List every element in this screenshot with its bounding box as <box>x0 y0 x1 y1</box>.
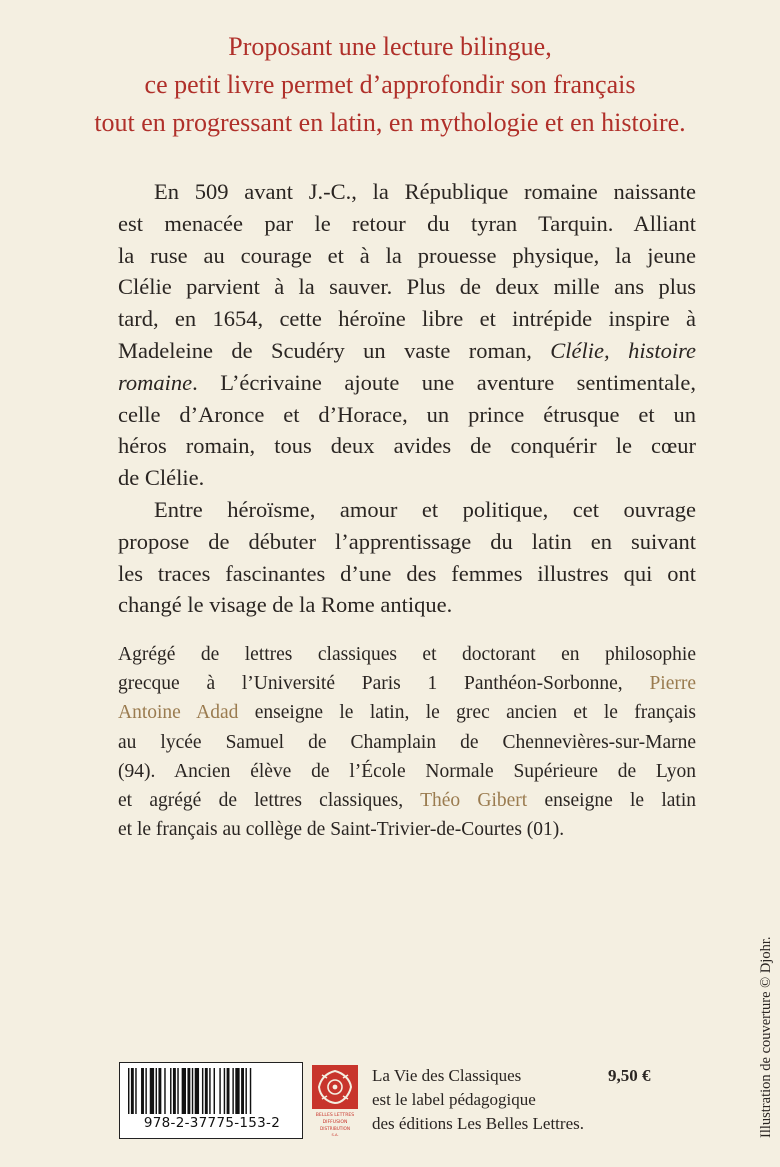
barcode-bar <box>214 1068 215 1114</box>
barcode-bar <box>150 1068 154 1114</box>
logo-text: S.A. <box>331 1133 339 1137</box>
barcode-bar <box>128 1068 129 1114</box>
barcode-bar <box>219 1068 220 1114</box>
logo-text: BELLES LETTRES <box>315 1113 355 1118</box>
author-bios <box>118 640 696 844</box>
summary-line: En 509 avant J.-C., la République romaine naissante <box>154 179 696 204</box>
cover-illustration-credit: Illustration de couverture © Djohr. <box>758 936 774 1138</box>
price: 9,50 € <box>608 1066 651 1085</box>
logo-text: DISTRIBUTION <box>320 1126 350 1131</box>
tagline-line: tout en progressant en latin, en mythologie et en histoire. <box>94 108 686 137</box>
summary-line <box>118 335 696 367</box>
barcode-bar <box>156 1068 157 1114</box>
summary-text: Madeleine de Scudéry un vaste roman, <box>118 337 551 363</box>
summary-line: changé le visage de la Rome antique. <box>118 592 453 618</box>
summary-line: la ruse au courage et à la prouesse physique, la jeune <box>118 242 696 268</box>
summary-line: Entre héroïsme, amour et politique, cet ouvrage <box>154 496 696 522</box>
label-line: des éditions Les Belles Lettres. <box>372 1114 584 1133</box>
summary-line: de Clélie. <box>118 465 205 491</box>
barcode-bar <box>205 1068 208 1114</box>
summary-line: est menacée par le retour du tyran Tarquin. Alliant <box>118 210 696 236</box>
label-line: La Vie des Classiques <box>372 1066 522 1085</box>
isbn-barcode <box>119 1062 303 1139</box>
barcode-bar <box>187 1068 190 1114</box>
barcode-bar <box>224 1068 225 1114</box>
bio-text: grecque à l’Université Paris 1 Panthéon-Sorbonne, <box>118 673 650 695</box>
summary-line: propose de débuter l’apprentissage du latin en suivant <box>118 528 696 554</box>
bio-line: au lycée Samuel de Champlain de Chennevières-sur-Marne <box>118 731 696 753</box>
barcode-bar <box>232 1068 233 1114</box>
barcode-bar <box>202 1068 203 1114</box>
summary-line: celle d’Aronce et d’Horace, un prince étrusque et un <box>118 401 696 427</box>
summary-line: tard, en 1654, cette héroïne libre et intrépide inspire à <box>118 306 696 332</box>
book-title-italic: romaine <box>118 369 193 395</box>
barcode-bar <box>164 1068 165 1114</box>
barcode-bar <box>182 1068 186 1114</box>
bio-line: Agrégé de lettres classiques et doctorant en philosophie <box>118 644 696 665</box>
summary-line: héros romain, tous deux avides de conquérir le cœur <box>118 433 696 459</box>
summary-line: les traces fascinantes d’une des femmes illustres qui ont <box>118 560 696 586</box>
summary-text: . L’écrivaine ajoute une aventure sentimentale, <box>192 369 696 395</box>
tagline-line: ce petit livre permet d’approfondir son français <box>144 70 636 99</box>
tagline <box>0 28 780 142</box>
summary-line <box>118 367 696 399</box>
logo-text: DIFFUSION <box>322 1120 348 1125</box>
barcode-bar <box>173 1068 176 1114</box>
barcode-bar <box>192 1068 193 1114</box>
bio-line <box>118 786 696 815</box>
bio-line <box>118 698 696 727</box>
isbn-number: 978-2-37775-153-2 <box>143 1115 281 1131</box>
bio-line <box>118 669 696 698</box>
label-description <box>372 1064 584 1136</box>
book-summary <box>118 176 696 621</box>
tagline-line: Proposant une lecture bilingue, <box>228 32 552 61</box>
bio-line: (94). Ancien élève de l’École Normale Supérieure de Lyon <box>118 760 696 782</box>
barcode-bar <box>227 1068 230 1114</box>
label-line: est le label pédagogique <box>372 1090 536 1109</box>
barcode-bar <box>177 1068 178 1114</box>
author-name: Antoine Adad <box>118 702 239 724</box>
barcode-bar <box>158 1068 161 1114</box>
barcode-bar <box>245 1068 246 1114</box>
summary-paragraph-1 <box>118 176 696 494</box>
summary-paragraph-2 <box>118 494 696 621</box>
author-name: Théo Gibert <box>420 790 528 812</box>
barcode-bar <box>135 1068 136 1114</box>
barcode-bar <box>141 1068 144 1114</box>
barcode-bar <box>195 1068 199 1114</box>
author-name: Pierre <box>649 673 696 695</box>
summary-line: Clélie parvient à la sauver. Plus de deux mille ans plus <box>118 274 696 300</box>
barcode-bar <box>250 1068 251 1114</box>
book-title-italic: Clélie, histoire <box>550 337 696 363</box>
belles-lettres-logo <box>310 1063 360 1139</box>
barcode-bar <box>235 1068 239 1114</box>
barcode-bar <box>209 1068 210 1114</box>
bio-text: enseigne le latin <box>527 790 697 812</box>
barcode-bar <box>145 1068 146 1114</box>
barcode-bar <box>170 1068 171 1114</box>
bio-line: et le français au collège de Saint-Trivier-de-Courtes (01). <box>118 819 565 841</box>
bio-text: et agrégé de lettres classiques, <box>118 790 421 812</box>
barcode-bars <box>126 1068 298 1114</box>
bio-text: enseigne le latin, le grec ancien et le français <box>238 702 696 724</box>
barcode-bar <box>241 1068 244 1114</box>
barcode-bar <box>131 1068 134 1114</box>
